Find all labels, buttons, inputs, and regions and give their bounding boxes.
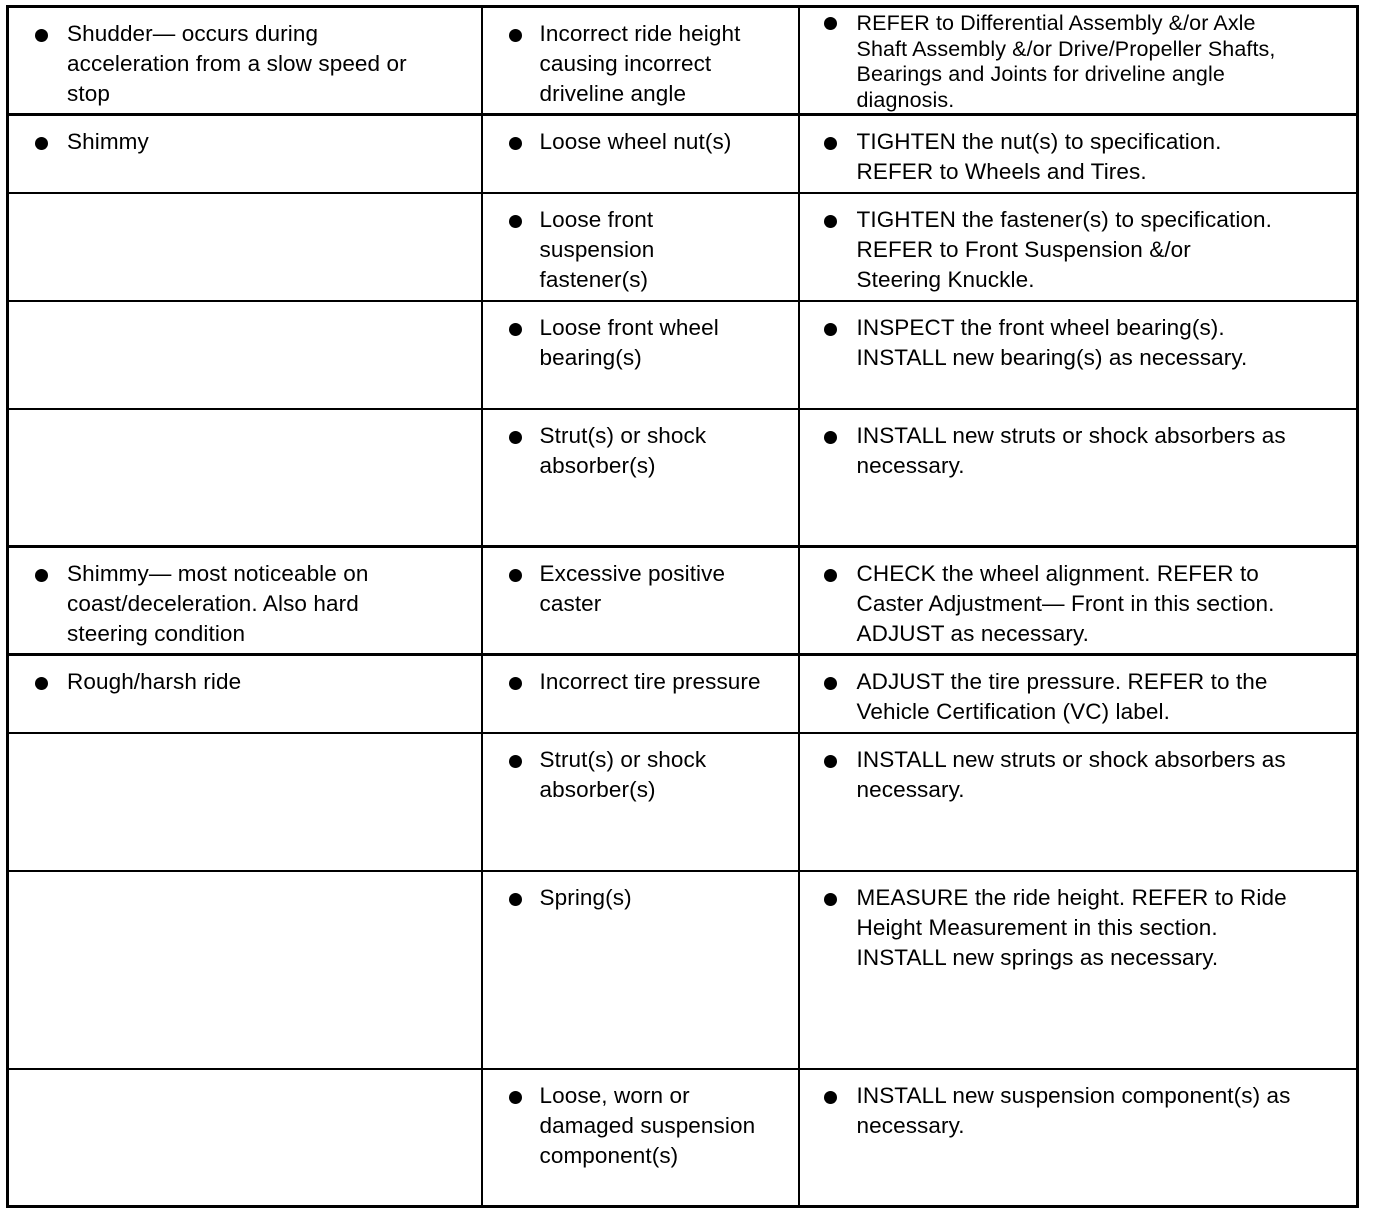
- cause-text-line: damaged suspension: [539, 1112, 756, 1138]
- table-row: [8, 115, 1358, 193]
- cause-text-line: Incorrect ride height: [539, 21, 741, 46]
- action-text-line: REFER to Wheels and Tires.: [856, 159, 1147, 184]
- action-cell: [799, 871, 1358, 1069]
- action-text-line: CHECK the wheel alignment. REFER to: [856, 561, 1259, 586]
- action-text-line: Bearings and Joints for driveline angle: [856, 62, 1225, 86]
- cause-cell: [482, 7, 799, 115]
- condition-text-line: steering condition: [67, 621, 246, 646]
- table-row: [8, 193, 1358, 301]
- bullet-icon: [824, 215, 837, 228]
- cause-cell: [482, 301, 799, 409]
- condition-text-line: Shimmy— most noticeable on: [67, 561, 369, 586]
- table-row: [8, 301, 1358, 409]
- action-text-line: necessary.: [856, 1112, 965, 1138]
- action-cell: [799, 1069, 1358, 1207]
- action-text-line: INSPECT the front wheel bearing(s).: [856, 314, 1225, 340]
- action-text-line: Caster Adjustment— Front in this section.: [856, 591, 1275, 616]
- condition-cell: [8, 115, 482, 193]
- bullet-icon: [509, 323, 522, 336]
- cause-text-line: Excessive positive: [539, 561, 726, 586]
- action-cell: [799, 301, 1358, 409]
- condition-cell: [8, 7, 482, 115]
- action-text-line: MEASURE the ride height. REFER to Ride: [856, 884, 1287, 910]
- table-row: [8, 733, 1358, 871]
- cause-text-line: Loose front wheel: [539, 314, 719, 340]
- bullet-icon: [824, 17, 837, 30]
- action-text-line: INSTALL new suspension component(s) as: [856, 1082, 1291, 1108]
- cause-cell: [482, 655, 799, 733]
- bullet-icon: [35, 137, 48, 150]
- bullet-icon: [35, 29, 48, 42]
- action-text-line: TIGHTEN the nut(s) to specification.: [856, 129, 1222, 154]
- bullet-icon: [824, 431, 837, 444]
- cause-text-line: Loose front: [539, 206, 654, 232]
- bullet-icon: [509, 1091, 522, 1104]
- cause-text-line: bearing(s): [539, 344, 642, 370]
- table-row: [8, 655, 1358, 733]
- action-cell: [799, 547, 1358, 655]
- cause-cell: [482, 115, 799, 193]
- cause-cell: [482, 871, 799, 1069]
- condition-text-line: coast/deceleration. Also hard: [67, 591, 359, 616]
- action-text-line: ADJUST the tire pressure. REFER to the: [856, 669, 1268, 694]
- table-row: [8, 409, 1358, 547]
- table-row: [8, 871, 1358, 1069]
- condition-cell: [8, 733, 482, 871]
- action-text-line: Steering Knuckle.: [856, 266, 1035, 292]
- condition-text-line: Rough/harsh ride: [67, 669, 242, 694]
- condition-cell: [8, 871, 482, 1069]
- cause-text-line: suspension: [539, 236, 655, 262]
- condition-text-line: stop: [67, 81, 110, 106]
- bullet-icon: [824, 677, 837, 690]
- condition-text-line: Shimmy: [67, 129, 149, 154]
- bullet-icon: [824, 323, 837, 336]
- action-text-line: REFER to Differential Assembly &/or Axle: [856, 11, 1256, 35]
- action-cell: [799, 655, 1358, 733]
- cause-text-line: absorber(s): [539, 776, 656, 802]
- bullet-icon: [509, 431, 522, 444]
- action-text-line: TIGHTEN the fastener(s) to specification.: [856, 206, 1272, 232]
- bullet-icon: [824, 569, 837, 582]
- action-cell: [799, 193, 1358, 301]
- cause-text-line: Incorrect tire pressure: [539, 669, 761, 694]
- action-text-line: Height Measurement in this section.: [856, 914, 1218, 940]
- table-row: [8, 547, 1358, 655]
- bullet-icon: [509, 215, 522, 228]
- action-text-line: INSTALL new springs as necessary.: [856, 944, 1219, 970]
- cause-text-line: caster: [539, 591, 602, 616]
- action-cell: [799, 115, 1358, 193]
- cause-cell: [482, 547, 799, 655]
- cause-text-line: Loose wheel nut(s): [539, 129, 732, 154]
- condition-cell: [8, 547, 482, 655]
- cause-text-line: Loose, worn or: [539, 1082, 690, 1108]
- condition-cell: [8, 301, 482, 409]
- action-text-line: Shaft Assembly &/or Drive/Propeller Shafts,: [856, 36, 1276, 61]
- action-text-line: Vehicle Certification (VC) label.: [856, 699, 1170, 724]
- action-text-line: INSTALL new struts or shock absorbers as: [856, 746, 1286, 772]
- bullet-icon: [509, 569, 522, 582]
- action-text-line: INSTALL new struts or shock absorbers as: [856, 422, 1286, 448]
- action-text-line: diagnosis.: [856, 87, 955, 112]
- cause-text-line: driveline angle: [539, 81, 687, 106]
- condition-cell: [8, 409, 482, 547]
- cause-cell: [482, 409, 799, 547]
- bullet-icon: [824, 137, 837, 150]
- action-text-line: REFER to Front Suspension &/or: [856, 236, 1191, 262]
- table-row: [8, 7, 1358, 115]
- cause-cell: [482, 1069, 799, 1207]
- action-cell: [799, 733, 1358, 871]
- bullet-icon: [824, 1091, 837, 1104]
- table-row: [8, 1069, 1358, 1207]
- condition-cell: [8, 655, 482, 733]
- bullet-icon: [509, 677, 522, 690]
- cause-cell: [482, 193, 799, 301]
- cause-cell: [482, 733, 799, 871]
- action-text-line: ADJUST as necessary.: [856, 621, 1089, 646]
- condition-cell: [8, 193, 482, 301]
- action-cell: [799, 409, 1358, 547]
- bullet-icon: [509, 755, 522, 768]
- diagnosis-table: [6, 5, 1359, 1208]
- action-text-line: necessary.: [856, 452, 965, 478]
- cause-text-line: Strut(s) or shock: [539, 422, 707, 448]
- action-cell: [799, 7, 1358, 115]
- bullet-icon: [824, 893, 837, 906]
- bullet-icon: [509, 893, 522, 906]
- condition-text-line: acceleration from a slow speed or: [67, 51, 407, 76]
- action-text-line: necessary.: [856, 776, 965, 802]
- cause-text-line: Spring(s): [539, 884, 632, 910]
- action-text-line: INSTALL new bearing(s) as necessary.: [856, 344, 1248, 370]
- cause-text-line: causing incorrect: [539, 51, 712, 76]
- bullet-icon: [509, 137, 522, 150]
- cause-text-line: component(s): [539, 1142, 679, 1168]
- cause-text-line: Strut(s) or shock: [539, 746, 707, 772]
- condition-cell: [8, 1069, 482, 1207]
- bullet-icon: [35, 677, 48, 690]
- bullet-icon: [35, 569, 48, 582]
- bullet-icon: [824, 755, 837, 768]
- bullet-icon: [509, 29, 522, 42]
- condition-text-line: Shudder— occurs during: [67, 21, 319, 46]
- diagnosis-table-body: [8, 7, 1358, 1207]
- cause-text-line: absorber(s): [539, 452, 656, 478]
- cause-text-line: fastener(s): [539, 266, 649, 292]
